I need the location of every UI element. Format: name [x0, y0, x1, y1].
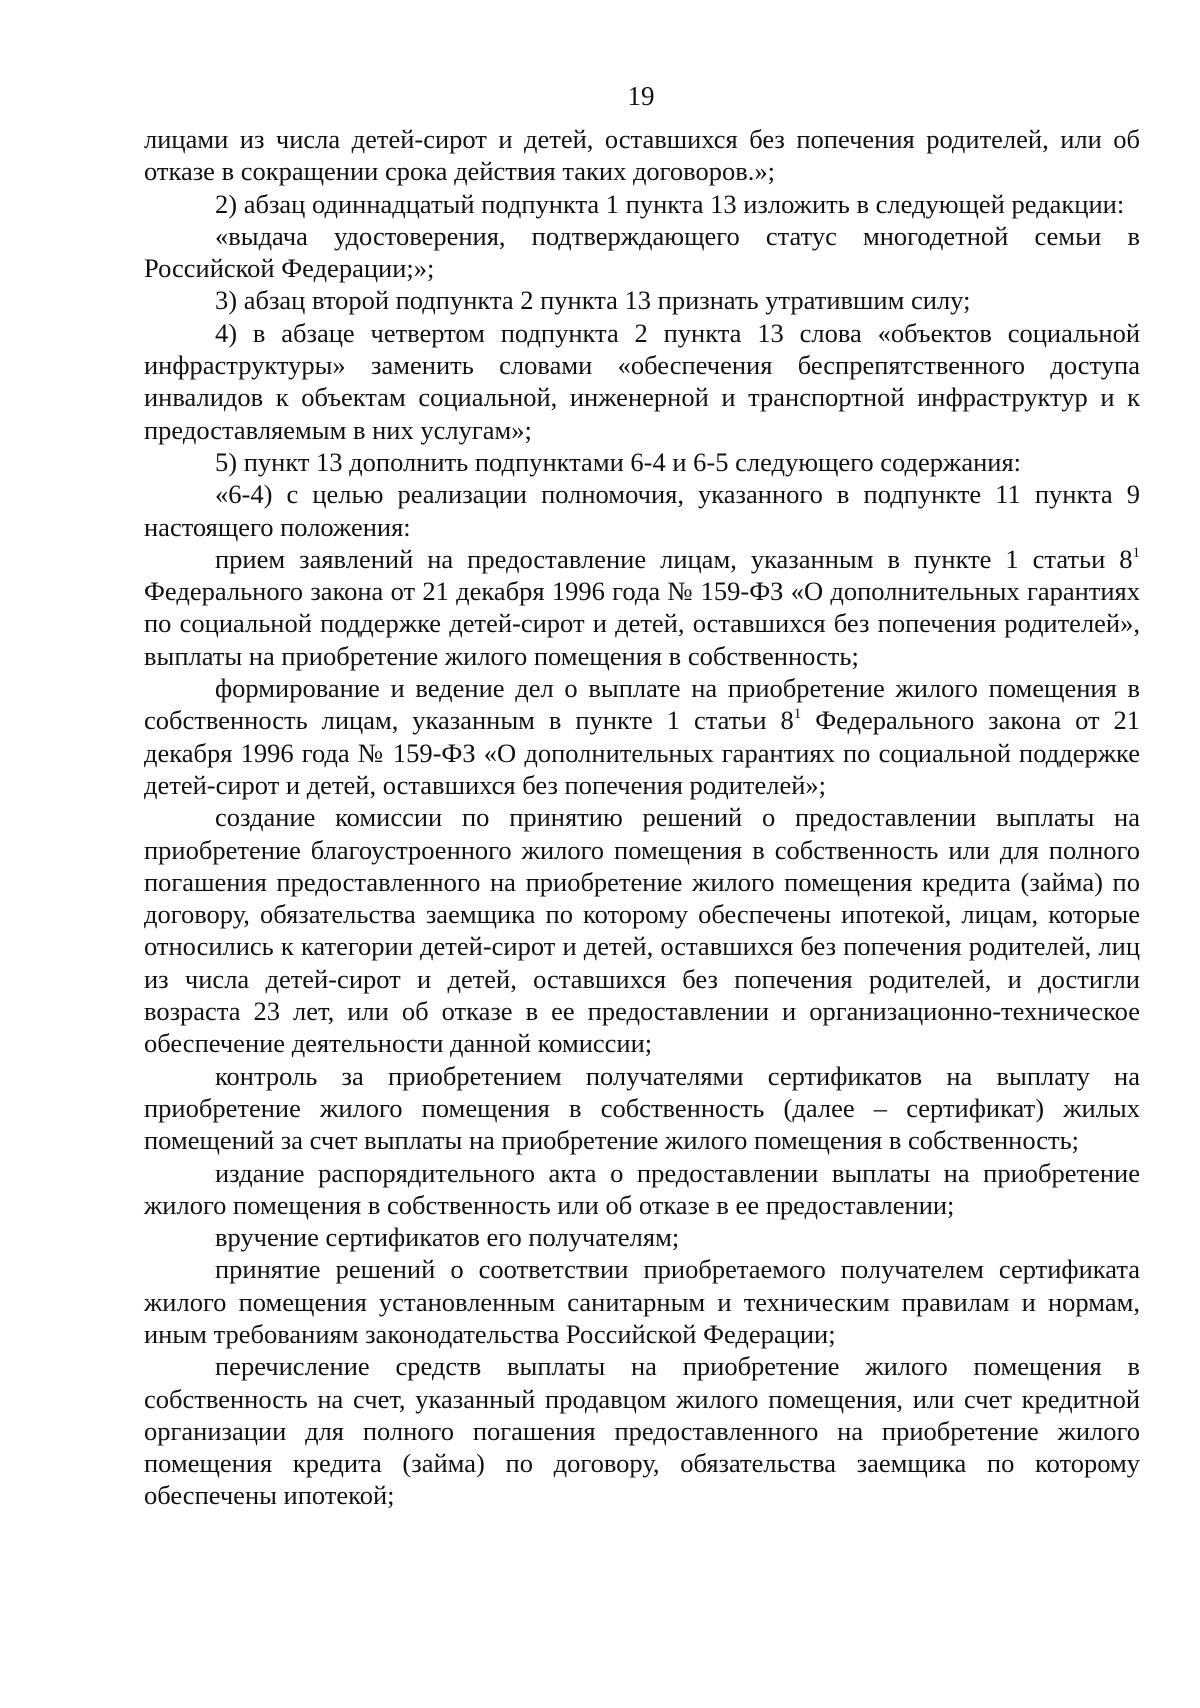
paragraph: лицами из числа детей-сирот и детей, оставшихся без попечения родителей, или об отказе в сокращении срока действия таких договоров.»; — [144, 124, 1140, 187]
paragraph-text: формирование и ведение дел о выплате на приобретение жилого помещения в собственность лицам, указанным в пункте 1 статьи 8 — [144, 673, 1140, 736]
paragraph: принятие решений о соответствии приобретаемого получателем сертификата жилого помещения установленным санитарным и техническим правилам и нормам, иным требованиям законодательства Российской Федерации; — [144, 1254, 1140, 1349]
paragraph — [144, 672, 1140, 801]
document-body — [144, 123, 1140, 1512]
paragraph: вручение сертификатов его получателям; — [215, 1222, 680, 1253]
paragraph: 4) в абзаце четвертом подпункта 2 пункта 13 слова «объектов социальной инфраструктуры» заменить словами «обеспечения беспрепятственного доступа инвалидов к объектам социальной, инженерной и транспортной инфраструктур и к предоставляемым в них услугам»; — [144, 317, 1140, 445]
paragraph: 2) абзац одиннадцатый подпункта 1 пункта 13 изложить в следующей редакции: — [215, 188, 1125, 219]
paragraph: издание распорядительного акта о предоставлении выплаты на приобретение жилого помещения в собственность или об отказе в ее предоставлении; — [144, 1157, 1140, 1220]
paragraph-text: прием заявлений на предоставление лицам, указанным в пункте 1 статьи 8 — [215, 543, 1133, 574]
paragraph: «6-4) с целью реализации полномочия, указанного в подпункте 11 пункта 9 настоящего положения: — [144, 479, 1140, 542]
paragraph: создание комиссии по принятию решений о предоставлении выплаты на приобретение благоустроенного жилого помещения в собственность или для полного погашения предоставленного на приобретение жилого помещения кредита (займа) по договору, обязательства заемщика по которому обеспечены ипотекой, лицам, которые относились к категории детей-сирот и детей, оставшихся без попечения родителей, лиц из числа детей-сирот и детей, оставшихся без попечения родителей, и достигли возраста 23 лет, или об отказе в ее предоставлении и организационно-техническое обеспечение деятельности данной комиссии; — [144, 802, 1140, 1059]
page-number: 19 — [627, 81, 655, 111]
paragraph: контроль за приобретением получателями сертификатов на выплату на приобретение жилого помещения в собственность (далее – сертификат) жилых помещений за счет выплаты на приобретение жилого помещения в собственность; — [144, 1060, 1140, 1156]
superscript: 1 — [1132, 544, 1140, 561]
superscript: 1 — [793, 706, 802, 723]
paragraph-text: Федерального закона от 21 декабря 1996 года № 159-ФЗ «О дополнительных гарантиях по социальной поддержке детей-сирот и детей, оставшихся без попечения родителей»; — [144, 705, 1140, 800]
paragraph-text: Федерального закона от 21 декабря 1996 года № 159-ФЗ «О дополнительных гарантиях по социальной поддержке детей-сирот и детей, оставшихся без попечения родителей», выплаты на приобретение жилого помещения в собственность; — [144, 576, 1140, 671]
paragraph: 5) пункт 13 дополнить подпунктами 6-4 и 6-5 следующего содержания: — [215, 446, 1022, 477]
paragraph — [144, 543, 1140, 672]
paragraph: перечисление средств выплаты на приобретение жилого помещения в собственность на счет, указанный продавцом жилого помещения, или счет кредитной организации для полного погашения предоставленного на приобретение жилого помещения кредита (займа) по договору, обязательства заемщика по которому обеспечены ипотекой; — [144, 1351, 1140, 1511]
paragraph: 3) абзац второй подпункта 2 пункта 13 признать утратившим силу; — [215, 285, 971, 316]
paragraph: «выдача удостоверения, подтверждающего статус многодетной семьи в Российской Федерации;»; — [144, 220, 1140, 284]
